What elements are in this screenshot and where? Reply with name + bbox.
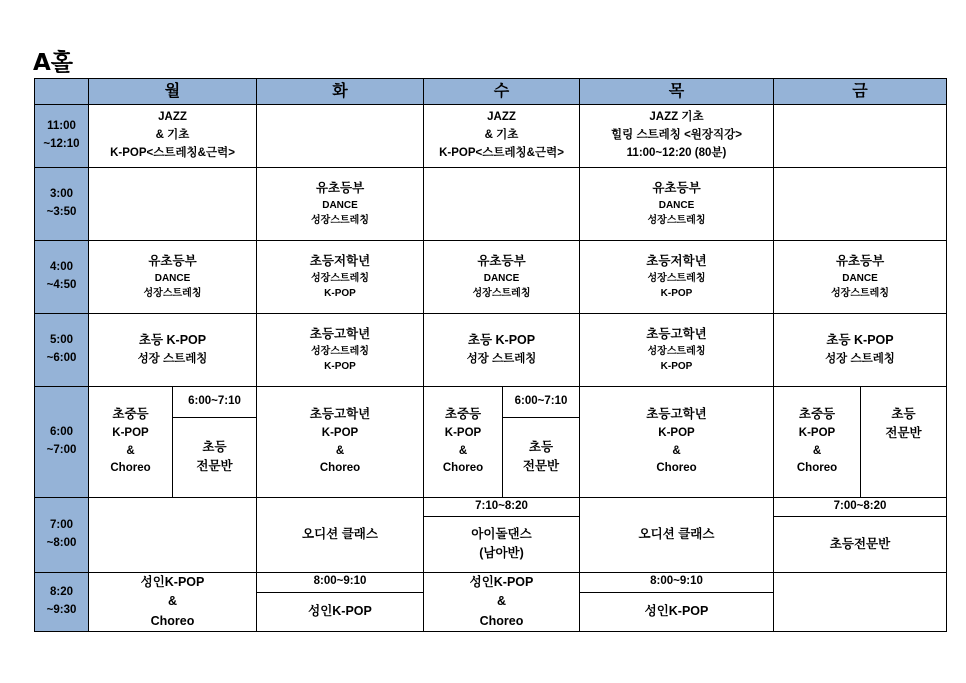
class-cell-mon-left: 초중등 K-POP & Choreo [89,386,173,497]
row-0600-top [35,386,947,417]
time-cell: 7:00 ~8:00 [35,497,89,572]
class-cell-fri-right: 초등 전문반 [861,386,947,497]
class-cell-wed-right: 초등 전문반 [503,417,580,497]
empty-cell-fri [774,167,947,240]
class-cell-thu: 초등저학년 성장스트레칭 K-POP [580,240,774,313]
time-cell: 6:00 ~7:00 [35,386,89,497]
day-header-wed: 수 [424,79,580,105]
empty-cell-fri [774,572,947,631]
time-note-mon: 6:00~7:10 [173,386,257,417]
time-note-tue: 8:00~9:10 [257,572,424,592]
empty-cell-tue [257,104,424,167]
day-header-thu: 목 [580,79,774,105]
row-0300 [35,167,947,240]
class-cell-thu: JAZZ 기초 힐링 스트레칭 <원장직강> 11:00~12:20 (80분) [580,104,774,167]
class-cell-mon: JAZZ & 기초 K-POP<스트레칭&근력> [89,104,257,167]
class-cell-wed: 초등 K-POP 성장 스트레칭 [424,313,580,386]
row-1100 [35,104,947,167]
time-cell: 8:20 ~9:30 [35,572,89,631]
time-note-wed: 7:10~8:20 [424,497,580,516]
class-cell-wed: 성인K-POP & Choreo [424,572,580,631]
class-cell-wed: 아이돌댄스 (남아반) [424,516,580,572]
class-cell-wed-left: 초중등 K-POP & Choreo [424,386,503,497]
day-header-mon: 월 [89,79,257,105]
class-cell-tue: 초등저학년 성장스트레칭 K-POP [257,240,424,313]
time-note-fri: 7:00~8:20 [774,497,947,516]
time-cell: 11:00 ~12:10 [35,104,89,167]
class-cell-fri-left: 초중등 K-POP & Choreo [774,386,861,497]
empty-cell-wed [424,167,580,240]
day-header-fri: 금 [774,79,947,105]
class-cell-tue: 성인K-POP [257,592,424,631]
class-cell-wed: 유초등부 DANCE 성장스트레칭 [424,240,580,313]
class-cell-mon: 유초등부 DANCE 성장스트레칭 [89,240,257,313]
hall-title: A홀 [33,50,74,76]
class-cell-mon: 성인K-POP & Choreo [89,572,257,631]
class-cell-tue: 유초등부 DANCE 성장스트레칭 [257,167,424,240]
class-cell-thu: 성인K-POP [580,592,774,631]
schedule-table [34,78,947,632]
time-cell: 5:00 ~6:00 [35,313,89,386]
row-0820-top [35,572,947,592]
class-cell-tue: 초등고학년 K-POP & Choreo [257,386,424,497]
day-header-tue: 화 [257,79,424,105]
time-cell: 3:00 ~3:50 [35,167,89,240]
empty-cell-mon [89,167,257,240]
class-cell-fri: 초등 K-POP 성장 스트레칭 [774,313,947,386]
time-note-thu: 8:00~9:10 [580,572,774,592]
header-corner [35,79,89,105]
class-cell-thu: 초등고학년 성장스트레칭 K-POP [580,313,774,386]
empty-cell-mon [89,497,257,572]
class-cell-fri: 초등전문반 [774,516,947,572]
class-cell-wed: JAZZ & 기초 K-POP<스트레칭&근력> [424,104,580,167]
class-cell-thu: 초등고학년 K-POP & Choreo [580,386,774,497]
time-cell: 4:00 ~4:50 [35,240,89,313]
class-cell-fri: 유초등부 DANCE 성장스트레칭 [774,240,947,313]
class-cell-mon-right: 초등 전문반 [173,417,257,497]
class-cell-tue: 초등고학년 성장스트레칭 K-POP [257,313,424,386]
empty-cell-fri [774,104,947,167]
class-cell-thu: 오디션 클래스 [580,497,774,572]
time-note-wed: 6:00~7:10 [503,386,580,417]
class-cell-mon: 초등 K-POP 성장 스트레칭 [89,313,257,386]
class-cell-tue: 오디션 클래스 [257,497,424,572]
row-0400 [35,240,947,313]
class-cell-thu: 유초등부 DANCE 성장스트레칭 [580,167,774,240]
row-0500 [35,313,947,386]
row-0700-top [35,497,947,516]
header-row [35,79,947,105]
